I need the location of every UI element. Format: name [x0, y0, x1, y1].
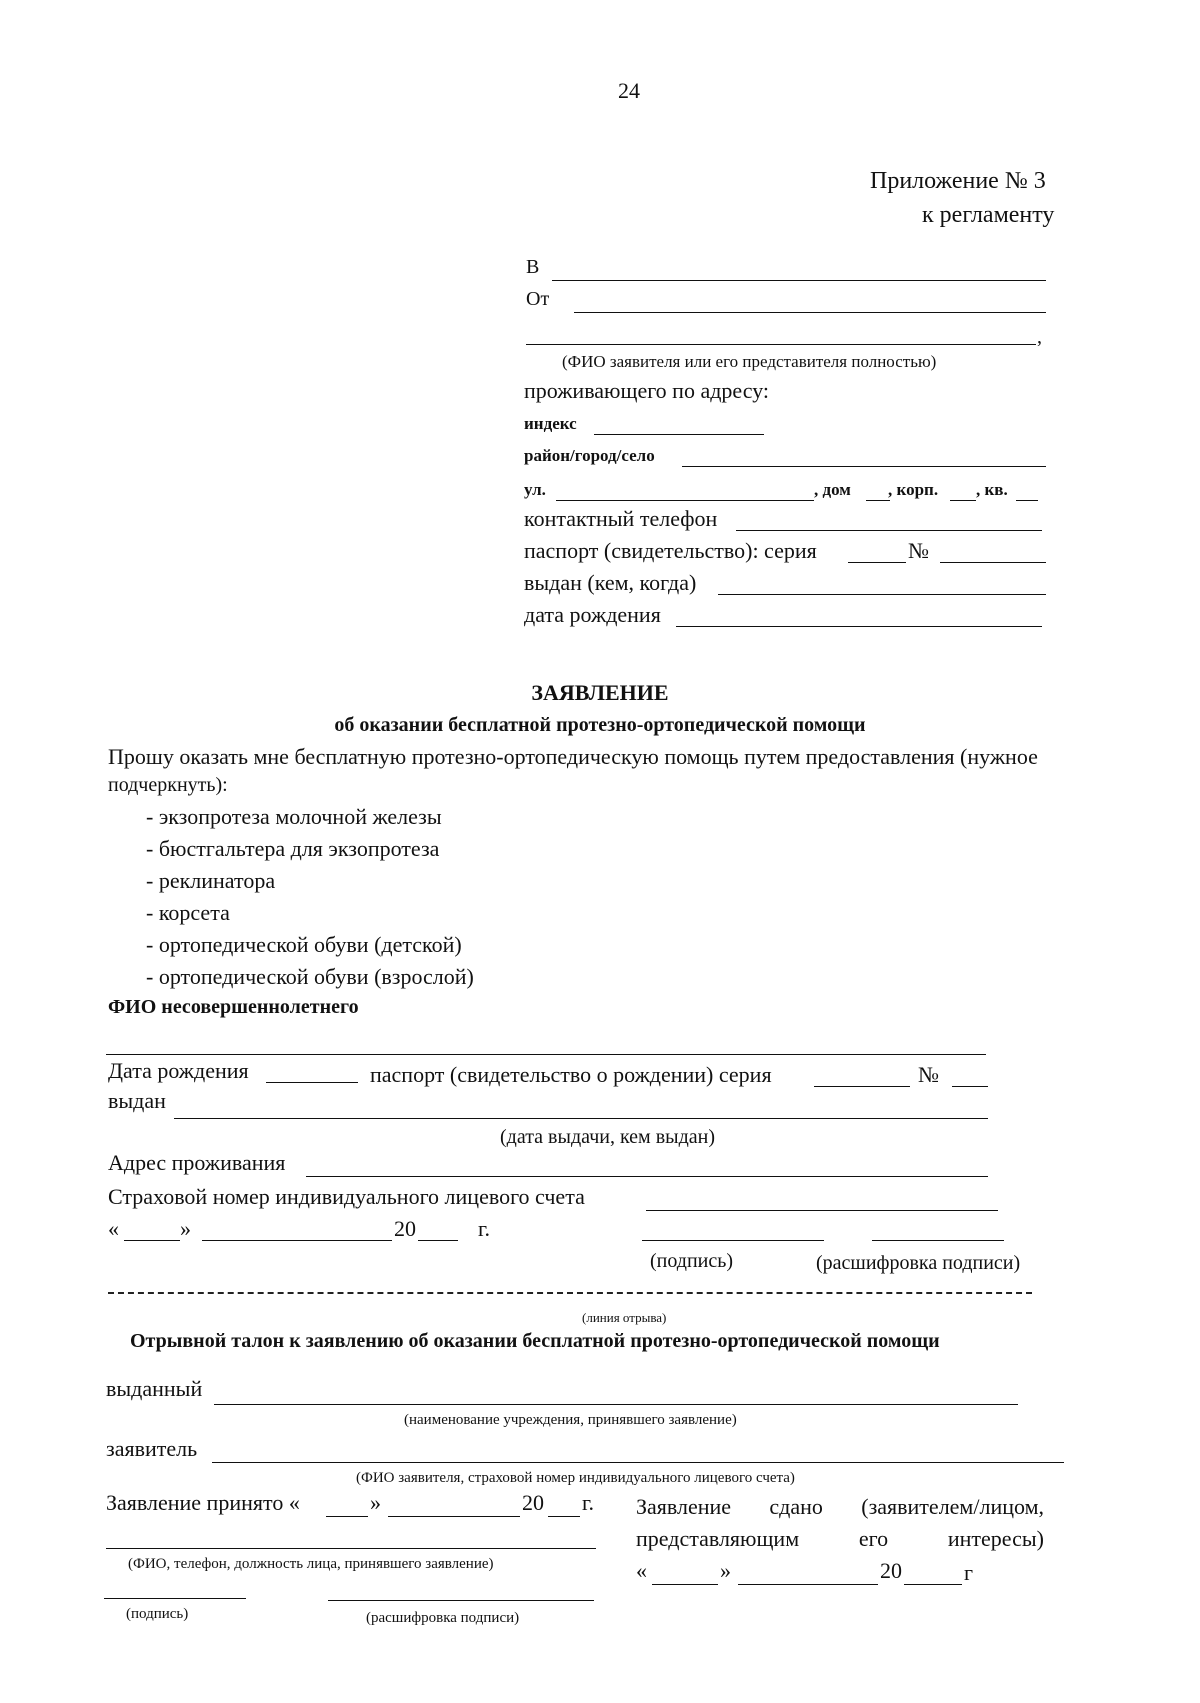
minor-issued-caption: (дата выдачи, кем выдан): [500, 1126, 715, 1148]
stub-accepted-day-field[interactable]: [326, 1516, 368, 1517]
minor-decoding-field[interactable]: [872, 1240, 1004, 1241]
minor-year-field[interactable]: [418, 1240, 458, 1241]
stub-accepted-close: »: [370, 1490, 381, 1515]
stub-year-prefix: 20: [522, 1490, 544, 1515]
minor-year-suffix: г.: [478, 1216, 491, 1241]
stub-decoding-caption: (расшифровка подписи): [366, 1610, 520, 1626]
apt-field[interactable]: [1016, 500, 1038, 501]
stub-submitted-word-1: Заявление: [636, 1494, 732, 1519]
stub-title: Отрывной талон к заявлению об оказании бесплатной протезно-ортопедической помощи: [130, 1330, 940, 1352]
minor-date-day-field[interactable]: [124, 1240, 180, 1241]
stub-date2-open: «: [636, 1558, 647, 1583]
house-label: , дом: [814, 480, 851, 499]
minor-address-label: Адрес проживания: [108, 1150, 286, 1175]
from-field[interactable]: [574, 312, 1046, 313]
document-title: ЗАЯВЛЕНИЕ: [531, 680, 669, 705]
minor-year-prefix: 20: [394, 1216, 416, 1241]
request-line-2: подчеркнуть):: [108, 774, 228, 796]
stub-applicant-label: заявитель: [106, 1436, 198, 1461]
stub-issued-caption: (наименование учреждения, принявшего заявление): [404, 1412, 737, 1428]
stub-representing-word-1: представляющим: [636, 1526, 800, 1551]
stub-submitted-word-2: сдано: [769, 1494, 823, 1519]
minor-issued-label: выдан: [108, 1088, 166, 1113]
minor-issued-field[interactable]: [174, 1118, 988, 1119]
stub-submitted-word-3: (заявителем/лицом,: [861, 1494, 1044, 1519]
minor-decoding-caption: (расшифровка подписи): [816, 1252, 1021, 1274]
passport-label: паспорт (свидетельство): серия: [524, 538, 817, 563]
stub-issued-field[interactable]: [214, 1404, 1018, 1405]
minor-passport-series-field[interactable]: [814, 1086, 910, 1087]
stub-representing-word-3: интересы): [947, 1526, 1044, 1551]
insurance-label: Страховой номер индивидуального лицевого счета: [108, 1184, 585, 1209]
stub-date2-close: »: [720, 1558, 731, 1583]
page-number: 24: [618, 78, 640, 103]
stub-applicant-field[interactable]: [212, 1462, 1064, 1463]
minor-signature-field[interactable]: [642, 1240, 824, 1241]
stub-accepted-by-caption: (ФИО, телефон, должность лица, принявшего заявление): [128, 1556, 494, 1572]
stub-signature-field[interactable]: [104, 1598, 246, 1599]
minor-birth-label: Дата рождения: [108, 1058, 249, 1083]
minor-date-close: »: [180, 1216, 191, 1241]
street-field[interactable]: [556, 500, 814, 501]
to-label: В: [526, 256, 540, 278]
stub-date2-day-field[interactable]: [652, 1584, 718, 1585]
from-comma: ,: [1037, 326, 1042, 348]
request-line-1: Прошу оказать мне бесплатную протезно-ортопедическую помощь путем предоставления (нужное: [108, 744, 1038, 769]
passport-number-sign: №: [908, 538, 929, 563]
from-field-continued[interactable]: [526, 344, 1036, 345]
option-corset[interactable]: - корсета: [146, 900, 230, 925]
issued-label: выдан (кем, когда): [524, 570, 697, 595]
stub-year-suffix: г.: [582, 1490, 595, 1515]
stub-year2-field[interactable]: [904, 1584, 962, 1585]
stub-submitted-line: [636, 1494, 1044, 1520]
stub-representing-word-2: его: [858, 1526, 889, 1551]
minor-fio-field[interactable]: [106, 1054, 986, 1055]
corp-field[interactable]: [950, 500, 976, 501]
stub-accepted-label: Заявление принято «: [106, 1490, 300, 1515]
document-subtitle: об оказании бесплатной протезно-ортопедической помощи: [334, 714, 866, 736]
stub-representing-line: [636, 1526, 1044, 1552]
stub-year2-suffix: г: [964, 1560, 974, 1585]
issued-field[interactable]: [718, 594, 1046, 595]
index-label: индекс: [524, 414, 577, 433]
phone-field[interactable]: [736, 530, 1042, 531]
option-exoprosthesis[interactable]: - экзопротеза молочной железы: [146, 804, 442, 829]
stub-signature-caption: (подпись): [126, 1606, 189, 1622]
birth-label: дата рождения: [524, 602, 661, 627]
option-bra[interactable]: - бюстгальтера для экзопротеза: [146, 836, 440, 861]
appendix-title: Приложение № 3: [870, 168, 1046, 194]
option-child-shoes[interactable]: - ортопедической обуви (детской): [146, 932, 462, 957]
stub-issued-label: выданный: [106, 1376, 203, 1401]
apt-label: , кв.: [976, 480, 1008, 499]
index-field[interactable]: [594, 434, 764, 435]
stub-year2-prefix: 20: [880, 1558, 902, 1583]
minor-signature-caption: (подпись): [650, 1250, 734, 1272]
minor-date-month-field[interactable]: [202, 1240, 392, 1241]
minor-date-open: «: [108, 1216, 119, 1241]
stub-year-field[interactable]: [548, 1516, 580, 1517]
stub-decoding-field[interactable]: [328, 1600, 594, 1601]
fio-caption: (ФИО заявителя или его представителя полностью): [562, 352, 937, 371]
minor-address-field[interactable]: [306, 1176, 988, 1177]
option-reclinator[interactable]: - реклинатора: [146, 868, 276, 893]
minor-number-field[interactable]: [952, 1086, 988, 1087]
district-field[interactable]: [682, 466, 1046, 467]
cut-line: [108, 1292, 1032, 1294]
birth-field[interactable]: [676, 626, 1042, 627]
minor-birth-field[interactable]: [266, 1082, 358, 1083]
minor-fio-label: ФИО несовершеннолетнего: [108, 996, 359, 1018]
corp-label: , корп.: [888, 480, 939, 499]
to-field[interactable]: [552, 280, 1046, 281]
district-label: район/город/село: [524, 446, 655, 465]
insurance-field[interactable]: [646, 1210, 998, 1211]
option-adult-shoes[interactable]: - ортопедической обуви (взрослой): [146, 964, 474, 989]
minor-passport-label: паспорт (свидетельство о рождении) серия: [370, 1062, 772, 1087]
cut-line-caption: (линия отрыва): [582, 1310, 667, 1325]
street-label: ул.: [524, 480, 546, 499]
passport-series-field[interactable]: [848, 562, 906, 563]
house-field[interactable]: [866, 500, 890, 501]
stub-accepted-by-field[interactable]: [106, 1548, 596, 1549]
passport-number-field[interactable]: [940, 562, 1046, 563]
stub-date2-month-field[interactable]: [738, 1584, 878, 1585]
appendix-subtitle: к регламенту: [922, 202, 1055, 228]
from-label: От: [526, 288, 550, 310]
stub-applicant-caption: (ФИО заявителя, страховой номер индивидуального лицевого счета): [356, 1470, 795, 1486]
residing-label: проживающего по адресу:: [524, 378, 770, 403]
phone-label: контактный телефон: [524, 506, 718, 531]
minor-number-sign: №: [918, 1062, 939, 1087]
stub-accepted-month-field[interactable]: [388, 1516, 520, 1517]
